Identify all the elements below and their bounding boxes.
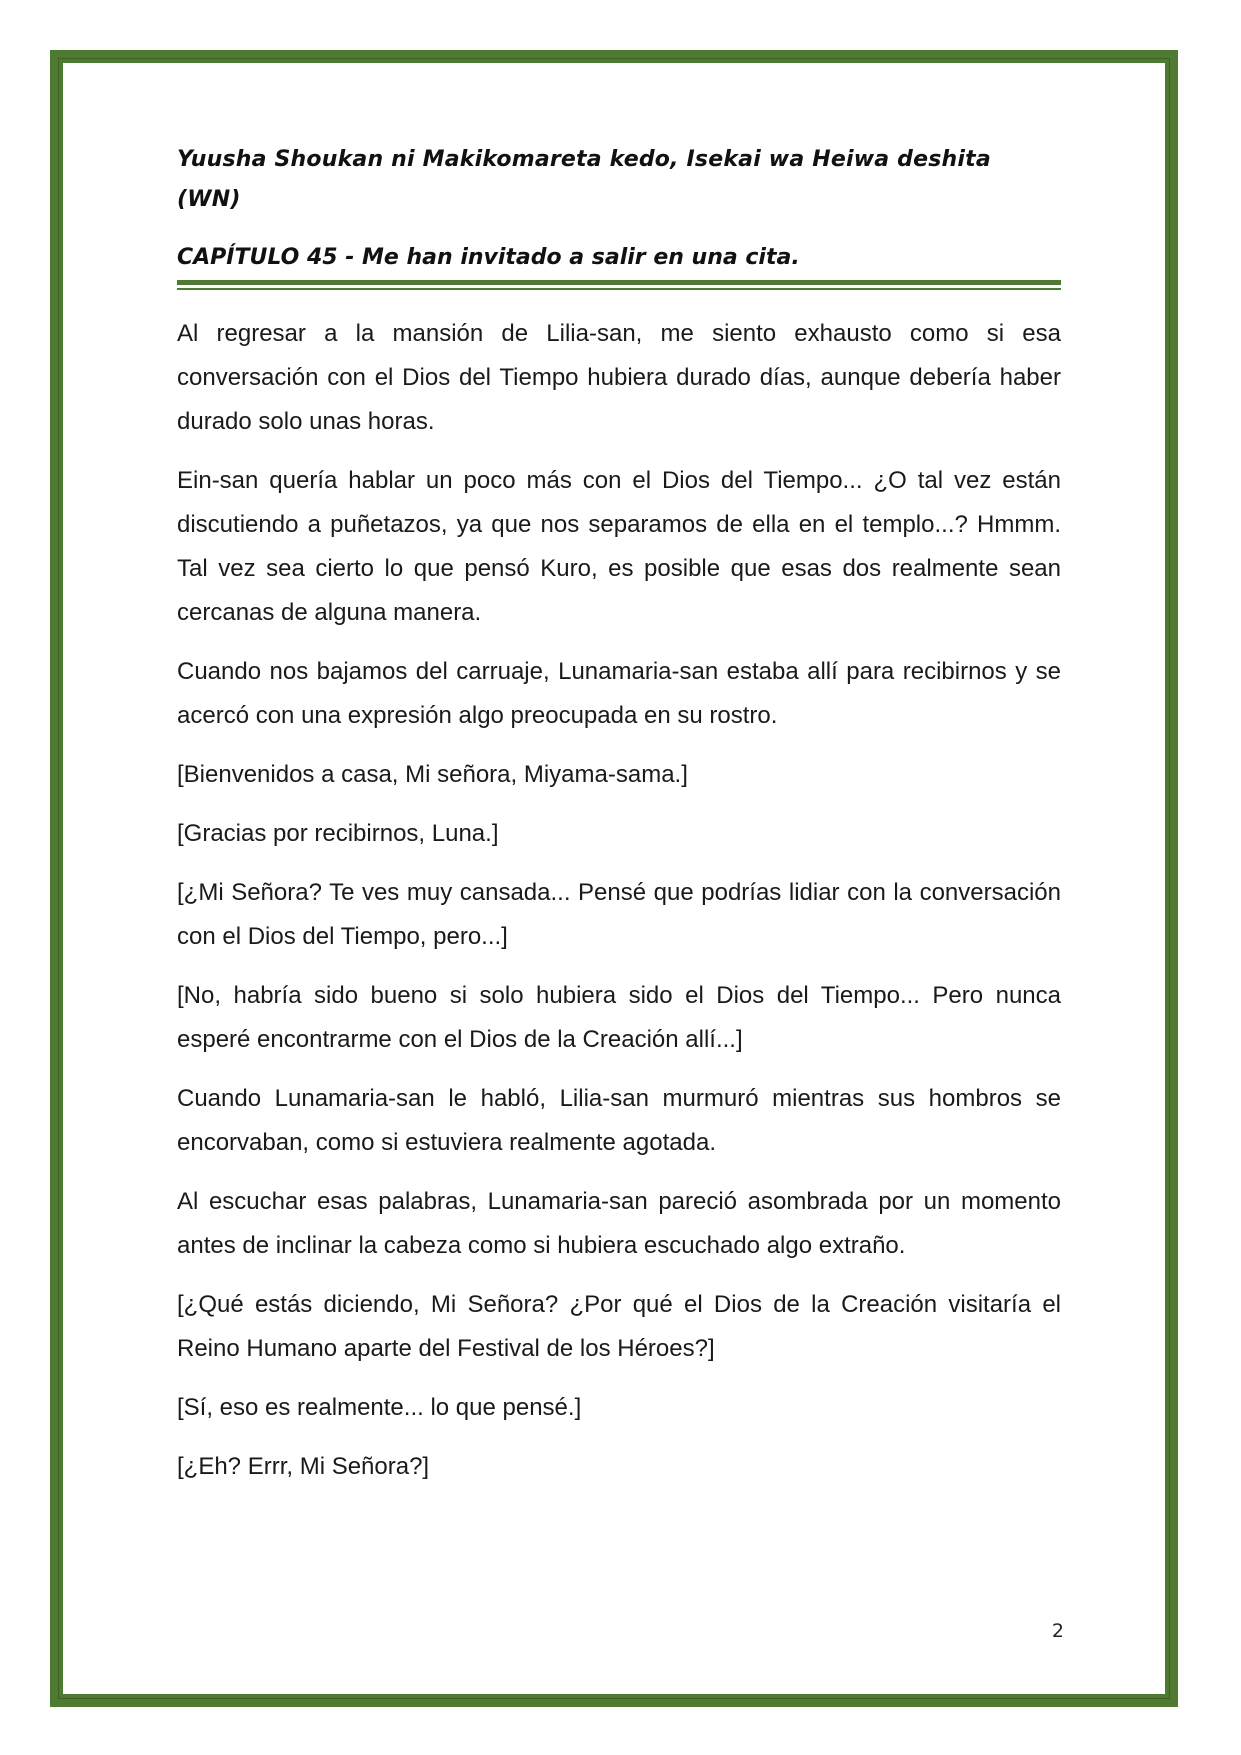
paragraph: Al regresar a la mansión de Lilia-san, me siento exhausto como si esa conversación con el Dios del Tiempo hubiera durado días, aunque debería haber durado solo unas horas. (177, 320, 1061, 435)
paragraph: Al escuchar esas palabras, Lunamaria-san pareció asombrada por un momento antes de inclinar la cabeza como si hubiera escuchado algo extraño. (177, 1188, 1061, 1259)
paragraph: [¿Mi Señora? Te ves muy cansada... Pensé que podrías lidiar con la conversación con el Dios del Tiempo, pero...] (177, 879, 1061, 950)
body-text (177, 312, 1061, 1489)
series-title: Yuusha Shoukan ni Makikomareta kedo, Isekai wa Heiwa deshita (WN) (177, 147, 991, 212)
title-divider (177, 280, 1061, 290)
page-number: 2 (1051, 1620, 1064, 1642)
document-content (177, 140, 1061, 1504)
paragraph: [¿Eh? Errr, Mi Señora?] (177, 1453, 430, 1480)
paragraph: Cuando nos bajamos del carruaje, Lunamaria-san estaba allí para recibirnos y se acercó con una expresión algo preocupada en su rostro. (177, 658, 1061, 729)
paragraph: [Gracias por recibirnos, Luna.] (177, 820, 499, 847)
chapter-title: CAPÍTULO 45 - Me han invitado a salir en una cita. (177, 245, 800, 270)
paragraph: [Bienvenidos a casa, Mi señora, Miyama-sama.] (177, 761, 688, 788)
paragraph: [¿Qué estás diciendo, Mi Señora? ¿Por qué el Dios de la Creación visitaría el Reino Humano aparte del Festival de los Héroes?] (177, 1291, 1061, 1362)
paragraph: Cuando Lunamaria-san le habló, Lilia-san murmuró mientras sus hombros se encorvaban, como si estuviera realmente agotada. (177, 1085, 1061, 1156)
paragraph: Ein-san quería hablar un poco más con el Dios del Tiempo... ¿O tal vez están discutiendo a puñetazos, ya que nos separamos de ella en el templo...? Hmmm. Tal vez sea cierto lo que pensó Kuro, es posible que esas dos realmente sean cercanas de alguna manera. (177, 467, 1061, 626)
paragraph: [No, habría sido bueno si solo hubiera sido el Dios del Tiempo... Pero nunca esperé encontrarme con el Dios de la Creación allí...] (177, 982, 1061, 1053)
paragraph: [Sí, eso es realmente... lo que pensé.] (177, 1394, 582, 1421)
